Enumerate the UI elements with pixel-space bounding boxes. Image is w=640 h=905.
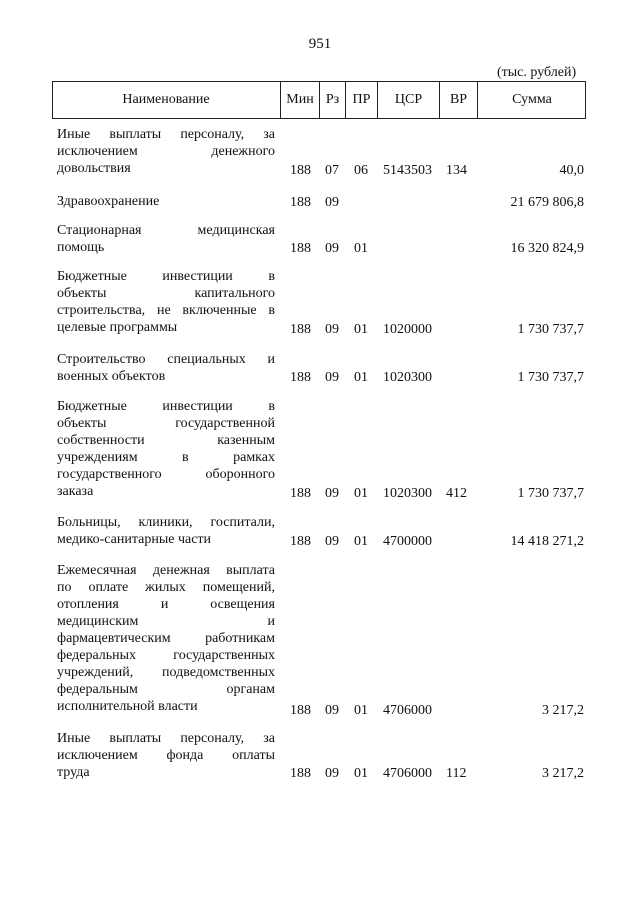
row-name-line: учреждениям в рамках [57, 450, 275, 465]
row-sum: 1 730 737,7 [517, 486, 584, 501]
row-name [57, 268, 275, 336]
header-pr: ПР [345, 81, 377, 119]
row-name-line: объекты капитального [57, 286, 275, 301]
row-name-line: государственного оборонного [57, 467, 275, 482]
row-name-line: Иные выплаты персоналу, за [57, 731, 275, 746]
row-name-line: по оплате жилых помещений, [57, 580, 275, 595]
header-rz: Рз [319, 81, 345, 119]
row-pr: 01 [354, 486, 368, 501]
row-name-line: отопления и освещения [57, 597, 275, 612]
row-csr: 1020300 [383, 486, 432, 501]
row-min: 188 [290, 195, 311, 210]
row-vr: 112 [446, 766, 467, 781]
row-name [57, 351, 275, 385]
row-name-line: Бюджетные инвестиции в [57, 269, 275, 284]
row-rz: 09 [325, 195, 339, 210]
row-name [57, 398, 275, 500]
row-name-line: довольствия [57, 161, 131, 176]
row-name-line: исполнительной власти [57, 699, 198, 714]
row-rz: 09 [325, 703, 339, 718]
row-name [57, 193, 275, 210]
row-name-line: Бюджетные инвестиции в [57, 399, 275, 414]
row-name-line: Строительство специальных и [57, 352, 275, 367]
row-name-line: Здравоохранение [57, 194, 160, 209]
row-name-line: фармацевтическим работникам [57, 631, 275, 646]
row-name-line: федеральных государственных [57, 648, 275, 663]
row-sum: 3 217,2 [542, 766, 584, 781]
row-csr: 1020000 [383, 322, 432, 337]
row-rz: 09 [325, 534, 339, 549]
row-min: 188 [290, 322, 311, 337]
row-name-line: федеральным органам [57, 682, 275, 697]
unit-note: (тыс. рублей) [497, 65, 577, 80]
row-name-line: Иные выплаты персоналу, за [57, 127, 275, 142]
row-pr: 01 [354, 322, 368, 337]
row-rz: 09 [325, 486, 339, 501]
header-vr: ВР [439, 81, 477, 119]
row-csr: 4706000 [383, 766, 432, 781]
header-sum: Сумма [477, 81, 586, 119]
row-csr: 5143503 [383, 163, 432, 178]
row-name [57, 730, 275, 781]
header-min: Мин [280, 81, 319, 119]
row-name-line: помощь [57, 240, 105, 255]
row-min: 188 [290, 370, 311, 385]
row-rz: 09 [325, 766, 339, 781]
row-pr: 06 [354, 163, 368, 178]
row-sum: 14 418 271,2 [510, 534, 584, 549]
row-pr: 01 [354, 534, 368, 549]
row-min: 188 [290, 766, 311, 781]
header-csr: ЦСР [377, 81, 439, 119]
row-min: 188 [290, 703, 311, 718]
row-name-line: Ежемесячная денежная выплата [57, 563, 275, 578]
row-name [57, 222, 275, 256]
row-sum: 1 730 737,7 [517, 322, 584, 337]
row-rz: 09 [325, 370, 339, 385]
row-name-line: исключением фонда оплаты [57, 748, 275, 763]
row-name-line: объекты государственной [57, 416, 275, 431]
row-name-line: Больницы, клиники, госпитали, [57, 515, 275, 530]
row-min: 188 [290, 163, 311, 178]
row-name-line: военных объектов [57, 369, 166, 384]
row-pr: 01 [354, 241, 368, 256]
row-name-line: труда [57, 765, 90, 780]
row-min: 188 [290, 486, 311, 501]
row-name-line: медицинским и [57, 614, 275, 629]
row-sum: 1 730 737,7 [517, 370, 584, 385]
row-sum: 21 679 806,8 [510, 195, 584, 210]
row-pr: 01 [354, 370, 368, 385]
row-rz: 09 [325, 322, 339, 337]
row-vr: 134 [446, 163, 467, 178]
row-csr: 1020300 [383, 370, 432, 385]
row-pr: 01 [354, 766, 368, 781]
row-rz: 07 [325, 163, 339, 178]
row-min: 188 [290, 534, 311, 549]
row-pr: 01 [354, 703, 368, 718]
row-sum: 40,0 [559, 163, 584, 178]
row-name-line: Стационарная медицинская [57, 223, 275, 238]
row-name-line: целевые программы [57, 320, 178, 335]
page-number: 951 [308, 36, 332, 52]
row-rz: 09 [325, 241, 339, 256]
row-csr: 4700000 [383, 534, 432, 549]
row-name-line: собственности казенным [57, 433, 275, 448]
row-name-line: учреждений, подведомственных [57, 665, 275, 680]
row-sum: 16 320 824,9 [510, 241, 584, 256]
header-name: Наименование [122, 92, 210, 107]
row-name-line: исключением денежного [57, 144, 275, 159]
row-name [57, 126, 275, 177]
row-min: 188 [290, 241, 311, 256]
row-csr: 4706000 [383, 703, 432, 718]
row-name-line: медико-санитарные части [57, 532, 212, 547]
row-name-line: строительства, не включенные в [57, 303, 275, 318]
row-vr: 412 [446, 486, 467, 501]
row-name [57, 514, 275, 548]
row-name [57, 562, 275, 715]
row-name-line: заказа [57, 484, 94, 499]
row-sum: 3 217,2 [542, 703, 584, 718]
